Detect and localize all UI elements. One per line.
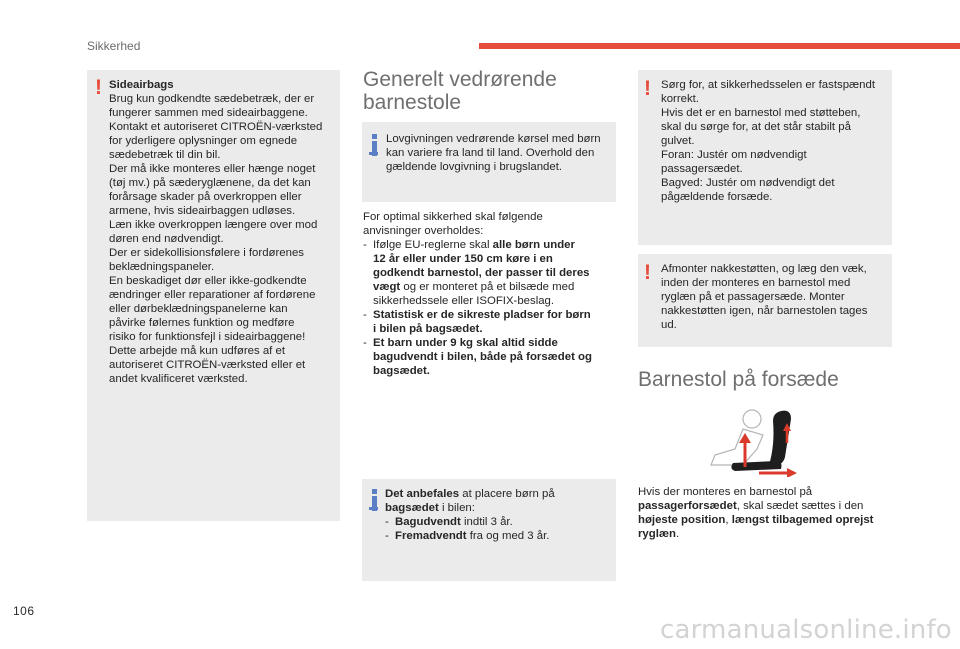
sideairbags-line: En beskadiget dør eller ikke-godkendte (109, 275, 307, 287)
warning-line: Sørg for, at sikkerhedsselen er fastspændt (661, 79, 875, 91)
seatbelt-warning-text (661, 78, 891, 204)
seatbelt-warning-box (638, 70, 892, 245)
instruction-item: - Ifølge EU-reglerne skal alle børn under 12 år eller under 150 cm køre i en godkendt barnestol, der passer til deres vægt og er monteret på et bilsæde med sikkerhedssele eller ISOFIX-beslag. (363, 239, 590, 307)
warning-line: ryglæn på et passagersæde. Monter (661, 291, 845, 303)
warning-line: ud. (661, 319, 677, 331)
sideairbags-warning-box (87, 70, 340, 521)
sideairbags-line: Læn ikke overkroppen længere over mod (109, 219, 318, 231)
info-line: gældende lovgivning i brugslandet. (386, 161, 563, 173)
sideairbags-line: Brug kun godkendte sædebetræk, der er (109, 93, 315, 105)
sideairbags-line: Kontakt et autoriseret CITROËN-værksted (109, 121, 323, 133)
headrest-warning-text (661, 262, 891, 332)
sideairbags-line: Der er sidekollisionsfølere i fordørenes (109, 247, 304, 259)
section-heading-forsaede: Barnestol på forsæde (638, 368, 839, 391)
warning-line: Foran: Justér om nødvendigt (661, 149, 807, 161)
front-seat-instructions: Hvis der monteres en barnestol på passagerforsædet, skal sædet sættes i den højeste position, længst tilbagemed oprejst ryglæn. (638, 486, 874, 540)
watermark: carmanualsonline.info (660, 615, 952, 645)
info-icon (368, 134, 382, 156)
legislation-info-box (362, 122, 616, 202)
sideairbags-line: påvirke følernes funktion og medføre (109, 317, 295, 329)
sideairbags-line: døren end nødvendigt. (109, 233, 224, 245)
recommendation-text: Det anbefales at placere børn på bagsædet i bilen: - Bagudvendt indtil 3 år. - Fremadvendt fra og med 3 år. (385, 487, 613, 543)
headrest-warning-box (638, 254, 892, 347)
header-accent-bar (479, 43, 960, 49)
warning-line: pågældende forsæde. (661, 191, 773, 203)
recommendation-info-box (362, 479, 616, 581)
instruction-item: - Et barn under 9 kg skal altid sidde bagudvendt i bilen, både på forsædet og bagsædet. (363, 337, 592, 377)
sideairbags-line: forårsage skader på overkroppen eller (109, 191, 302, 203)
safety-instructions (363, 210, 615, 378)
sideairbags-line: beklædningspaneler. (109, 261, 215, 273)
sideairbags-text (109, 78, 339, 386)
legislation-text (386, 132, 614, 174)
section-heading-generelt (363, 68, 613, 114)
recommendation-item: - Fremadvendt fra og med 3 år. (385, 530, 550, 542)
warning-line: skal du sørge for, at det står stabilt på (661, 121, 851, 133)
info-line: kan variere fra land til land. Overhold den (386, 147, 595, 159)
sideairbags-line: eller dørbeklædningspanelerne kan (109, 303, 288, 315)
sideairbags-line: Der må ikke monteres eller hænge noget (109, 163, 316, 175)
warning-line: nakkestøtten igen, når barnestolen tages (661, 305, 868, 317)
warning-line: gulvet. (661, 135, 695, 147)
warning-exclamation-icon: ! (644, 77, 651, 100)
info-icon (368, 489, 382, 511)
seat-adjustment-icon (703, 405, 801, 477)
warning-line: Hvis det er en barnestol med støtteben, (661, 107, 861, 119)
warning-line: korrekt. (661, 93, 699, 105)
sideairbags-line: sædebetræk til din bil. (109, 149, 221, 161)
page-number: 106 (13, 604, 35, 618)
intro-line: For optimal sikkerhed skal følgende (363, 211, 543, 223)
sideairbags-line: andet kvalificeret værksted. (109, 373, 248, 385)
warning-line: passagersædet. (661, 163, 743, 175)
info-line: Lovgivningen vedrørende kørsel med børn (386, 133, 601, 145)
section-header: Sikkerhed (87, 39, 141, 53)
sideairbags-line: Dette arbejde må kun udføres af et (109, 345, 286, 357)
sideairbags-line: (tøj mv.) på sæderyglænene, da det kan (109, 177, 311, 189)
warning-line: inden der monteres en barnestol med (661, 277, 851, 289)
warning-exclamation-icon: ! (95, 76, 102, 99)
intro-line: anvisninger overholdes: (363, 225, 484, 237)
heading-line: Generelt vedrørende (363, 68, 557, 91)
sideairbags-line: ændringer eller reparationer af fordørene (109, 289, 316, 301)
sideairbags-line: armene, hvis sideairbaggen udløses. (109, 205, 296, 217)
sideairbags-line: for yderligere oplysninger om egnede (109, 135, 298, 147)
sideairbags-line: fungerer sammen med sideairbaggene. (109, 107, 308, 119)
warning-exclamation-icon: ! (644, 261, 651, 284)
sideairbags-title: Sideairbags (109, 79, 174, 91)
instruction-item: - Statistisk er de sikreste pladser for børn i bilen på bagsædet. (363, 309, 591, 335)
recommendation-item: - Bagudvendt indtil 3 år. (385, 516, 513, 528)
warning-line: Afmonter nakkestøtten, og læg den væk, (661, 263, 867, 275)
warning-line: Bagved: Justér om nødvendigt det (661, 177, 835, 189)
heading-line: barnestole (363, 91, 462, 114)
sideairbags-line: autoriseret CITROËN-værksted eller et (109, 359, 306, 371)
sideairbags-line: risiko for funktionsfejl i sideairbaggene! (109, 331, 306, 343)
